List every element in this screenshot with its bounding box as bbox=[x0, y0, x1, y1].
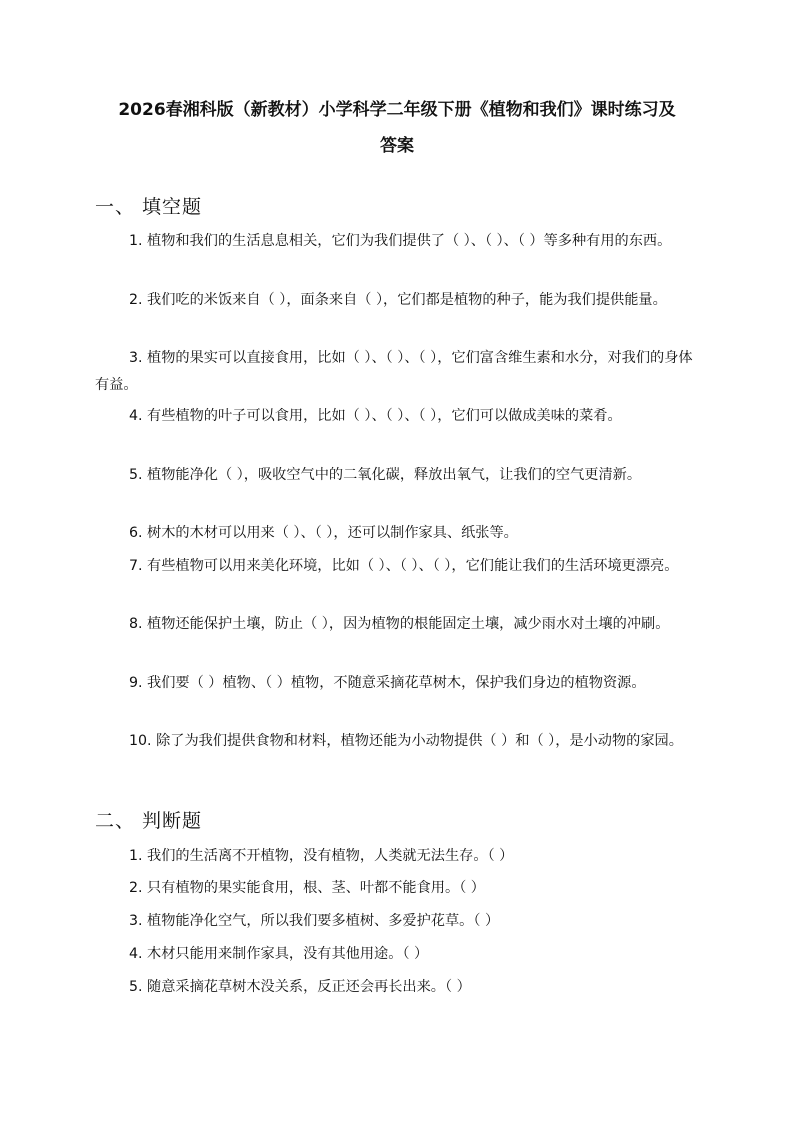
title-line-2: 答案 bbox=[380, 136, 414, 156]
tf-question-1: 1. 我们的生活离不开植物，没有植物，人类就无法生存。（ ） bbox=[129, 848, 514, 864]
fill-question-1: 1. 植物和我们的生活息息相关，它们为我们提供了（ ）、（ ）、（ ）等多种有用的东西。 bbox=[129, 233, 672, 249]
fill-question-7: 7. 有些植物可以用来美化环境，比如（ ）、（ ）、（ ），它们能让我们的生活环境更漂亮。 bbox=[129, 558, 679, 574]
section-heading-fill-in: 一、 填空题 bbox=[95, 196, 203, 218]
fill-question-10: 10. 除了为我们提供食物和材料，植物还能为小动物提供（ ）和（ ），是小动物的家园。 bbox=[129, 733, 683, 749]
fill-question-3: 3. 植物的果实可以直接食用，比如（ ）、（ ）、（ ），它们富含维生素和水分，对我们的身体有益。 bbox=[95, 350, 693, 393]
fill-question-8: 8. 植物还能保护土壤，防止（ ），因为植物的根能固定土壤，减少雨水对土壤的冲刷。 bbox=[129, 616, 670, 632]
tf-question-3: 3. 植物能净化空气，所以我们要多植树、多爱护花草。（ ） bbox=[129, 913, 500, 929]
fill-question-2: 2. 我们吃的米饭来自（ ），面条来自（ ），它们都是植物的种子，能为我们提供能量。 bbox=[129, 292, 667, 308]
fill-question-9: 9. 我们要（ ）植物、（ ）植物，不随意采摘花草树木，保护我们身边的植物资源。 bbox=[129, 675, 646, 691]
document-title bbox=[80, 92, 714, 164]
tf-question-2: 2. 只有植物的果实能食用，根、茎、叶都不能食用。（ ） bbox=[129, 880, 485, 896]
fill-question-5: 5. 植物能净化（ ），吸收空气中的二氧化碳，释放出氧气，让我们的空气更清新。 bbox=[129, 467, 642, 483]
tf-question-4: 4. 木材只能用来制作家具，没有其他用途。（ ） bbox=[129, 946, 429, 962]
fill-question-4: 4. 有些植物的叶子可以食用，比如（ ）、（ ）、（ ），它们可以做成美味的菜肴。 bbox=[129, 408, 622, 424]
fill-question-6: 6. 树木的木材可以用来（ ）、（ ），还可以制作家具、纸张等。 bbox=[129, 525, 518, 541]
tf-question-5: 5. 随意采摘花草树木没关系，反正还会再长出来。（ ） bbox=[129, 979, 471, 995]
section-heading-true-false: 二、 判断题 bbox=[95, 810, 203, 832]
title-line-1: 2026春湘科版（新教材）小学科学二年级下册《植物和我们》课时练习及 bbox=[118, 100, 676, 120]
